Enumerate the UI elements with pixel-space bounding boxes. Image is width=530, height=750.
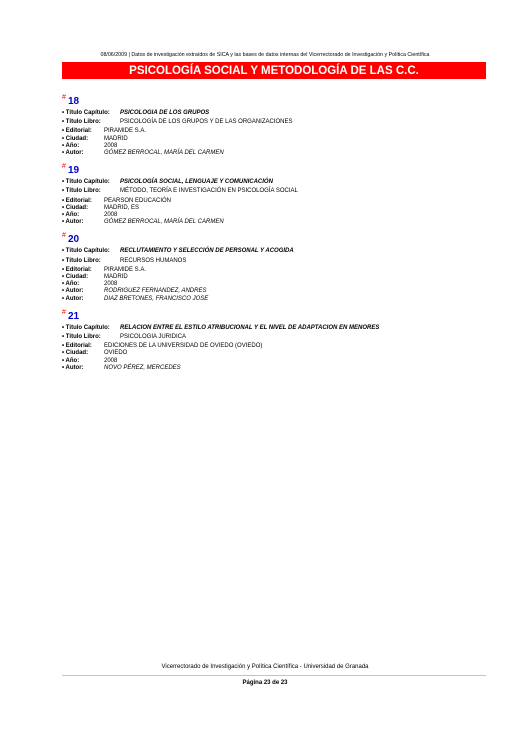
chapter-title-label: • Título Capítulo: <box>62 324 110 331</box>
city-label: • Ciudad: <box>62 204 89 211</box>
publication-entry <box>62 94 502 157</box>
author-label: • Autor: <box>62 150 84 157</box>
city: MADRID <box>104 135 128 142</box>
year-label: • Año: <box>62 357 80 364</box>
year-label: • Año: <box>62 212 80 219</box>
city-label: • Ciudad: <box>62 274 89 281</box>
book-title: PSICOLOGIA JURIDICA <box>120 334 187 341</box>
entry-number: 19 <box>68 165 80 177</box>
publisher: PEARSON EDUCACIÓN <box>104 197 172 204</box>
chapter-title: RELACION ENTRE EL ESTILO ATRIBUCIONAL Y EL NIVEL DE ADAPTACION EN MENORES <box>120 324 380 331</box>
book-title: RECURSOS HUMANOS <box>120 257 187 264</box>
entries-list <box>62 94 502 378</box>
year-label: • Año: <box>62 142 80 149</box>
year: 2008 <box>104 212 118 219</box>
city: MADRID <box>104 274 128 281</box>
author-label: • Autor: <box>62 219 84 226</box>
city: MADRID, ES <box>104 204 140 211</box>
hash-mark: # <box>62 163 66 171</box>
chapter-title: PSICOLOGIA DE LOS GRUPOS <box>120 110 210 116</box>
city-label: • Ciudad: <box>62 135 89 142</box>
hash-mark: # <box>62 308 66 316</box>
entry-number: 18 <box>68 96 80 107</box>
city-label: • Ciudad: <box>62 350 89 357</box>
publication-entry <box>62 232 502 302</box>
book-title-label: • Título Libro: <box>62 119 101 126</box>
page-number: Página 23 de 23 <box>242 680 288 686</box>
publication-entry <box>62 163 502 226</box>
book-title-label: • Título Libro: <box>62 188 101 195</box>
author-label: • Autor: <box>62 295 84 302</box>
city: OVIEDO <box>104 350 128 357</box>
publication-entry <box>62 309 502 372</box>
year: 2008 <box>104 281 118 288</box>
chapter-title-label: • Título Capítulo: <box>62 248 110 255</box>
author: RODRIGUEZ FERNANDEZ, ANDRES <box>104 288 207 295</box>
author: GÓMEZ BERROCAL, MARÍA DEL CARMEN <box>104 219 224 226</box>
publisher: PIRAMIDE S.A. <box>104 266 147 273</box>
author-label: • Autor: <box>62 364 84 371</box>
chapter-title: RECLUTAMIENTO Y SELECCIÓN DE PERSONAL Y ACOGIDA <box>120 248 294 255</box>
chapter-title-label: • Título Capítulo: <box>62 179 110 186</box>
document-header: 08/06/2009 | Datos de investigación extraídos de SICA y las bases de datos internas del Vicerrectorado de Investigación y Política Científica <box>100 52 430 58</box>
author: DIAZ BRETONES, FRANCISCO JOSE <box>104 295 209 302</box>
year-label: • Año: <box>62 281 80 288</box>
book-title-label: • Título Libro: <box>62 334 101 341</box>
author-label: • Autor: <box>62 288 84 295</box>
year: 2008 <box>104 357 118 364</box>
author: NOVO PÉREZ, MERCEDES <box>104 364 181 371</box>
book-title: PSICOLOGÍA DE LOS GRUPOS Y DE LAS ORGANIZACIONES <box>120 119 293 126</box>
book-title: MÉTODO, TEORÍA E INVESTIGACIÓN EN PSICOLOGÍA SOCIAL <box>120 188 298 195</box>
footer-institution: Vicerrectorado de Investigación y Política Científica - Universidad de Granada <box>161 664 369 670</box>
publisher-label: • Editorial: <box>62 197 92 204</box>
publisher-label: • Editorial: <box>62 266 92 273</box>
entry-number: 21 <box>68 310 80 322</box>
publisher: EDICIONES DE LA UNIVERSIDAD DE OVIEDO (OVIEDO) <box>104 343 263 350</box>
entry-number: 20 <box>68 234 80 246</box>
publisher: PIRAMIDE S.A. <box>104 128 147 135</box>
hash-mark: # <box>62 94 66 101</box>
hash-mark: # <box>62 232 66 240</box>
year: 2008 <box>104 142 118 149</box>
book-title-label: • Título Libro: <box>62 257 101 264</box>
chapter-title-label: • Título Capítulo: <box>62 110 110 116</box>
section-title-banner: PSICOLOGÍA SOCIAL Y METODOLOGÍA DE LAS C.C. <box>62 62 486 79</box>
chapter-title: PSICOLOGÍA SOCIAL, LENGUAJE Y COMUNICACIÓN <box>120 179 273 186</box>
publisher-label: • Editorial: <box>62 343 92 350</box>
publisher-label: • Editorial: <box>62 128 92 135</box>
author: GÓMEZ BERROCAL, MARÍA DEL CARMEN <box>104 150 224 157</box>
footer-divider <box>62 675 486 676</box>
